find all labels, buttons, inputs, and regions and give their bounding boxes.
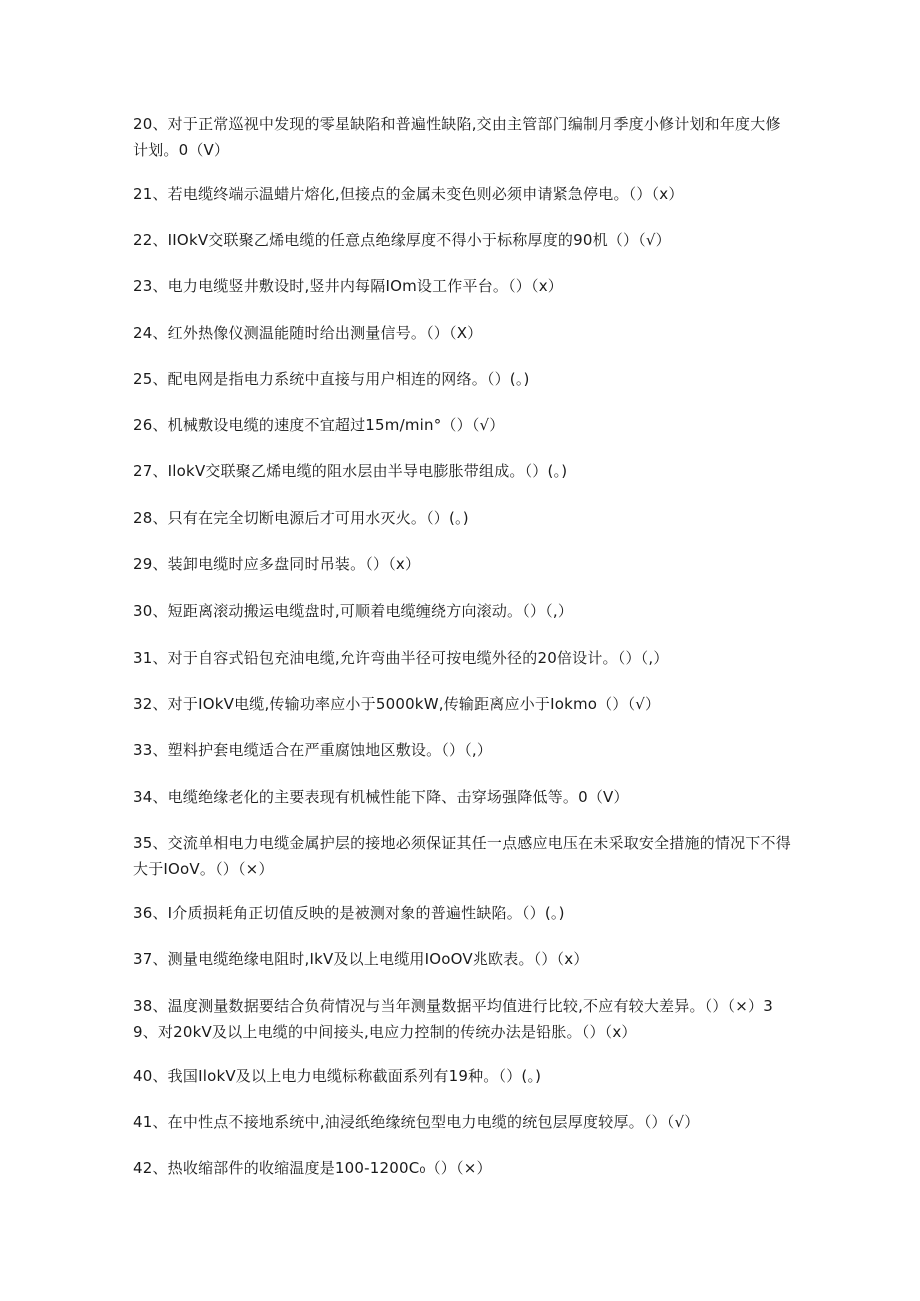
question-20: 20、对于正常巡视中发现的零星缺陷和普遍性缺陷,交由主管部门编制月季度小修计划和年度大修计划。0（V）	[133, 115, 781, 159]
question-41: 41、在中性点不接地系统中,油浸纸绝缘统包型电力电缆的统包层厚度较厚。（）（√）	[133, 1113, 700, 1131]
question-38-39: 38、温度测量数据要结合负荷情况与当年测量数据平均值进行比较,不应有较大差异。（）（×）39、对20kV及以上电缆的中间接头,电应力控制的传统办法是铅胀。（）（x）	[133, 997, 773, 1041]
question-23: 23、电力电缆竖井敷设时,竖井内每隔IOm设工作平台。（）（x）	[133, 277, 563, 295]
question-32: 32、对于IOkV电缆,传输功率应小于5000kW,传输距离应小于Iokmo（）（√）	[133, 695, 661, 713]
question-24: 24、红外热像仪测温能随时给出测量信号。（）（X）	[133, 324, 483, 342]
question-22: 22、IIOkV交联聚乙烯电缆的任意点绝缘厚度不得小于标称厚度的90机（）（√）	[133, 231, 671, 249]
question-42: 42、热收缩部件的收缩温度是100-1200C₀（）（×）	[133, 1159, 492, 1177]
question-35: 35、交流单相电力电缆金属护层的接地必须保证其任一点感应电压在未采取安全措施的情况下不得大于IOoV。（）（×）	[133, 834, 791, 878]
question-21: 21、若电缆终端示温蜡片熔化,但接点的金属未变色则必须申请紧急停电。（）（x）	[133, 185, 684, 203]
question-25: 25、配电网是指电力系统中直接与用户相连的网络。（）(。)	[133, 370, 530, 388]
question-37: 37、测量电缆绝缘电阻时,IkV及以上电缆用IOoOV兆欧表。（）（x）	[133, 950, 589, 968]
question-36: 36、I介质损耗角正切值反映的是被测对象的普遍性缺陷。（）(。)	[133, 904, 565, 922]
question-31: 31、对于自容式铅包充油电缆,允许弯曲半径可按电缆外径的20倍设计。（）（,）	[133, 649, 669, 667]
question-40: 40、我国IlokV及以上电力电缆标称截面系列有19种。（）(。)	[133, 1067, 542, 1085]
question-29: 29、装卸电缆时应多盘同时吊装。（）（x）	[133, 555, 421, 573]
question-34: 34、电缆绝缘老化的主要表现有机械性能下降、击穿场强降低等。0（V）	[133, 788, 629, 806]
question-27: 27、IlokV交联聚乙烯电缆的阻水层由半导电膨胀带组成。（）(。)	[133, 462, 568, 480]
question-30: 30、短距离滚动搬运电缆盘时,可顺着电缆缠绕方向滚动。（）（,）	[133, 602, 574, 620]
question-28: 28、只有在完全切断电源后才可用水灭火。（）(。)	[133, 509, 469, 527]
question-26: 26、机械敷设电缆的速度不宜超过15m/min°（）（√）	[133, 416, 505, 434]
question-33: 33、塑料护套电缆适合在严重腐蚀地区敷设。（）（,）	[133, 741, 493, 759]
